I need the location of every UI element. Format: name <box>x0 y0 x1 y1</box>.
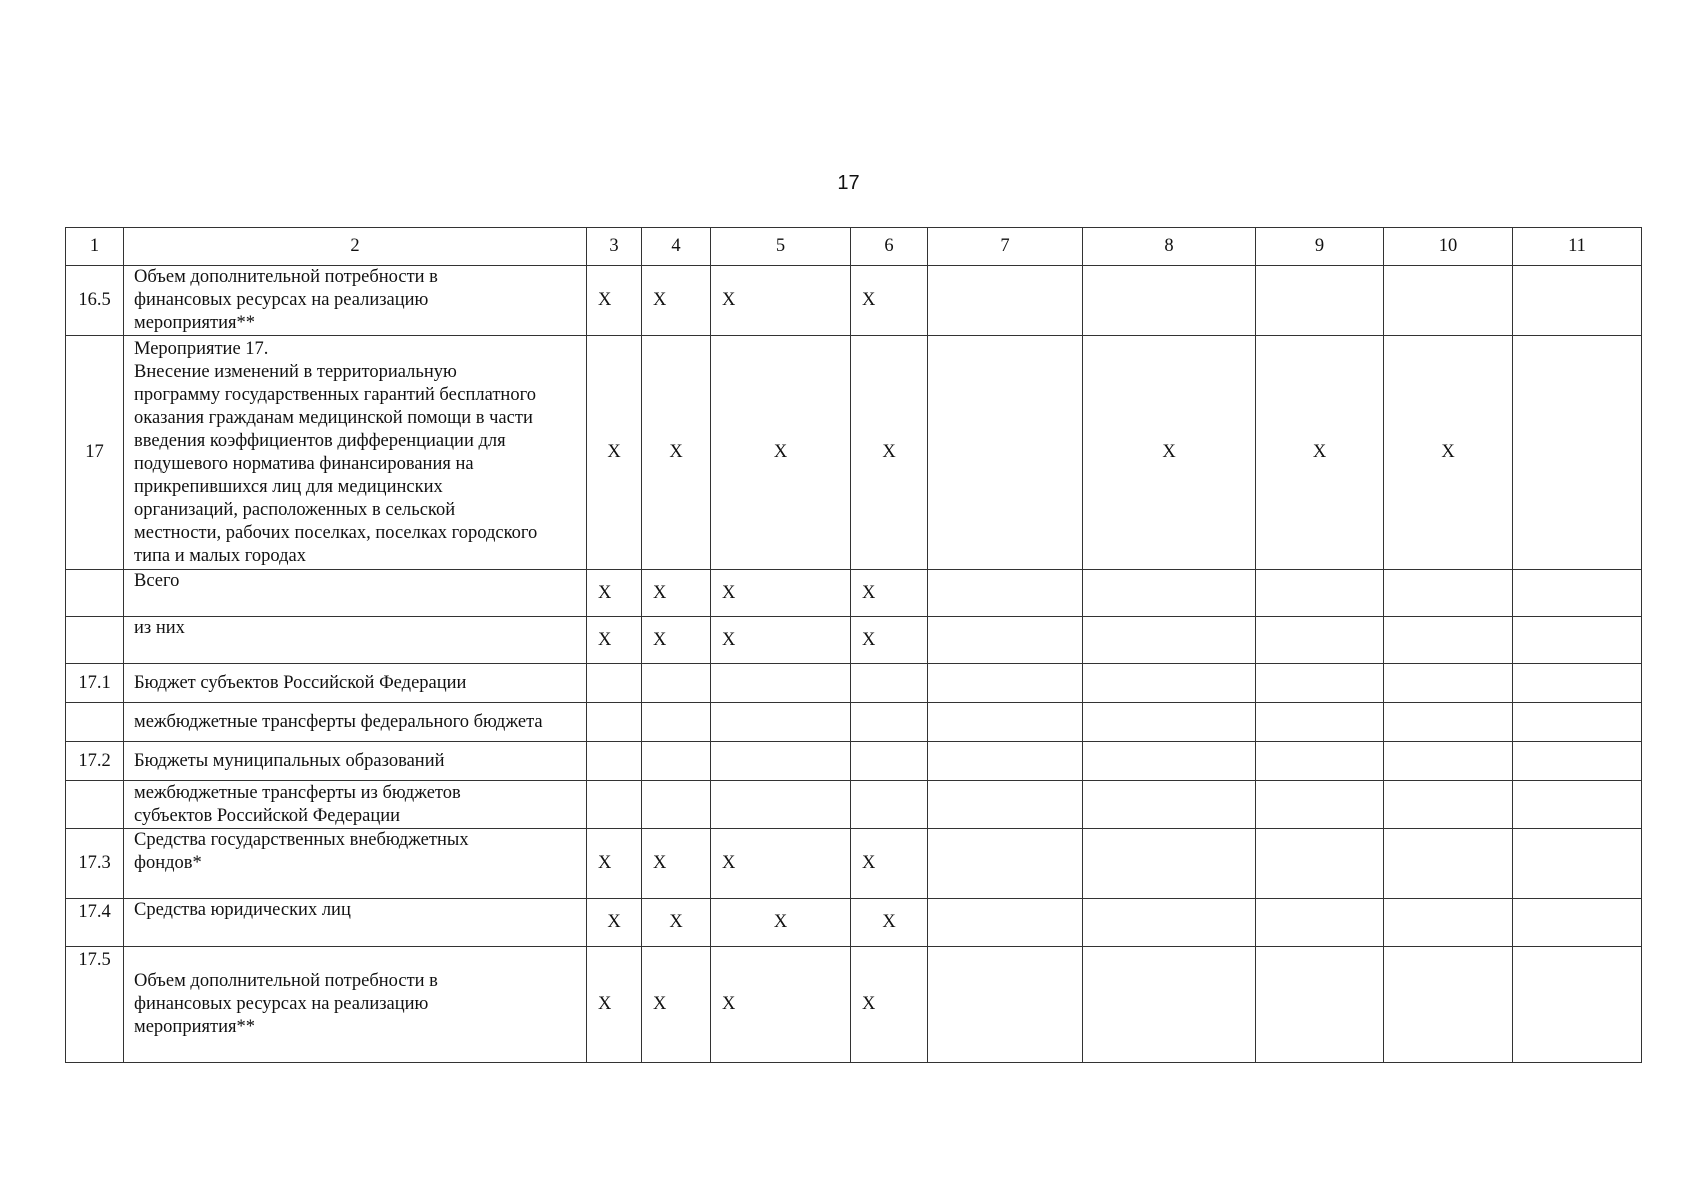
text-line: Средства юридических лиц <box>134 900 351 920</box>
mark-cell <box>928 742 1083 781</box>
row-number: 17.2 <box>66 742 124 781</box>
mark-cell <box>1513 829 1642 899</box>
mark-cell: X <box>642 947 711 1063</box>
mark-cell: X <box>711 899 851 947</box>
header-cell: 10 <box>1384 228 1513 266</box>
text-line: местности, рабочих поселках, поселках городского <box>134 522 538 543</box>
text-line: Объем дополнительной потребности в <box>134 971 438 991</box>
row-description <box>124 570 587 617</box>
table-row <box>66 336 1642 570</box>
text-line: из них <box>134 618 185 638</box>
mark-cell: X <box>642 570 711 617</box>
mark-cell <box>1513 703 1642 742</box>
text-line: Объем дополнительной потребности в <box>134 267 438 287</box>
mark-cell <box>1384 570 1513 617</box>
mark-cell <box>642 781 711 829</box>
mark-cell <box>1083 947 1256 1063</box>
row-description <box>124 266 587 336</box>
mark-cell <box>928 266 1083 336</box>
mark-cell <box>1083 266 1256 336</box>
mark-cell <box>711 742 851 781</box>
mark-cell: X <box>711 617 851 664</box>
mark-cell <box>1384 781 1513 829</box>
mark-cell <box>587 742 642 781</box>
mark-cell: X <box>642 899 711 947</box>
row-number <box>66 703 124 742</box>
mark-cell: X <box>711 266 851 336</box>
mark-cell <box>711 703 851 742</box>
mark-cell: X <box>1384 336 1513 570</box>
mark-cell <box>928 617 1083 664</box>
table-row <box>66 703 1642 742</box>
mark-cell <box>851 664 928 703</box>
mark-cell <box>1256 742 1384 781</box>
mark-cell <box>928 570 1083 617</box>
text-line: оказания гражданам медицинской помощи в части <box>134 407 533 428</box>
mark-cell: X <box>711 829 851 899</box>
header-cell: 11 <box>1513 228 1642 266</box>
mark-cell <box>1256 947 1384 1063</box>
row-description <box>124 742 587 781</box>
mark-cell <box>1384 703 1513 742</box>
plan-table <box>65 227 1642 1063</box>
header-cell: 4 <box>642 228 711 266</box>
mark-cell: X <box>851 336 928 570</box>
mark-cell <box>1256 617 1384 664</box>
header-cell: 3 <box>587 228 642 266</box>
mark-cell <box>928 947 1083 1063</box>
mark-cell: X <box>711 336 851 570</box>
text-line: Всего <box>134 571 180 591</box>
table-row <box>66 947 1642 1063</box>
mark-cell <box>1083 703 1256 742</box>
mark-cell: X <box>642 266 711 336</box>
row-description <box>124 703 587 742</box>
mark-cell: X <box>851 570 928 617</box>
header-cell: 2 <box>124 228 587 266</box>
mark-cell <box>1083 664 1256 703</box>
text-line: Внесение изменений в территориальную <box>134 361 457 382</box>
mark-cell <box>1513 266 1642 336</box>
row-number: 17 <box>66 336 124 570</box>
mark-cell: X <box>587 899 642 947</box>
text-line: субъектов Российской Федерации <box>134 805 401 826</box>
table-row <box>66 266 1642 336</box>
mark-cell: X <box>587 617 642 664</box>
mark-cell <box>642 742 711 781</box>
row-number: 17.1 <box>66 664 124 703</box>
mark-cell <box>587 781 642 829</box>
mark-cell: X <box>851 617 928 664</box>
header-cell: 5 <box>711 228 851 266</box>
mark-cell <box>1384 829 1513 899</box>
mark-cell <box>1513 947 1642 1063</box>
mark-cell <box>587 664 642 703</box>
mark-cell <box>1513 336 1642 570</box>
mark-cell <box>1256 266 1384 336</box>
mark-cell <box>928 899 1083 947</box>
mark-cell <box>1256 781 1384 829</box>
row-description <box>124 781 587 829</box>
mark-cell <box>1083 742 1256 781</box>
mark-cell: X <box>851 947 928 1063</box>
mark-cell <box>1083 899 1256 947</box>
table-row <box>66 899 1642 947</box>
row-description <box>124 617 587 664</box>
text-line: подушевого норматива финансирования на <box>134 453 474 474</box>
text-line: Мероприятие 17. <box>134 338 269 359</box>
table-row <box>66 570 1642 617</box>
mark-cell: X <box>711 570 851 617</box>
mark-cell <box>928 664 1083 703</box>
mark-cell <box>1083 617 1256 664</box>
mark-cell <box>711 664 851 703</box>
mark-cell <box>1513 570 1642 617</box>
mark-cell: X <box>642 617 711 664</box>
mark-cell: X <box>642 829 711 899</box>
mark-cell <box>1384 899 1513 947</box>
mark-cell: X <box>587 947 642 1063</box>
mark-cell <box>928 781 1083 829</box>
mark-cell: X <box>1256 336 1384 570</box>
mark-cell <box>642 703 711 742</box>
text-line: Средства государственных внебюджетных <box>134 830 469 850</box>
mark-cell: X <box>587 570 642 617</box>
mark-cell <box>928 703 1083 742</box>
text-line: межбюджетные трансферты из бюджетов <box>134 782 461 803</box>
text-line: мероприятия** <box>134 313 255 333</box>
table-row <box>66 781 1642 829</box>
mark-cell: X <box>587 266 642 336</box>
mark-cell <box>1256 664 1384 703</box>
text-line: межбюджетные трансферты федерального бюджета <box>134 711 543 732</box>
row-description <box>124 829 587 899</box>
mark-cell <box>1513 781 1642 829</box>
row-description <box>124 947 587 1063</box>
header-cell: 8 <box>1083 228 1256 266</box>
mark-cell <box>1083 570 1256 617</box>
table-row <box>66 664 1642 703</box>
row-number <box>66 570 124 617</box>
row-number <box>66 781 124 829</box>
table-header-row <box>66 228 1642 266</box>
mark-cell <box>928 336 1083 570</box>
header-cell: 9 <box>1256 228 1384 266</box>
mark-cell <box>1256 829 1384 899</box>
text-line: типа и малых городах <box>134 545 306 566</box>
text-line: фондов* <box>134 853 202 873</box>
mark-cell <box>1513 742 1642 781</box>
text-line: мероприятия** <box>134 1017 255 1037</box>
text-line: Бюджет субъектов Российской Федерации <box>134 672 467 693</box>
mark-cell <box>1384 947 1513 1063</box>
row-description <box>124 899 587 947</box>
mark-cell <box>642 664 711 703</box>
text-line: Бюджеты муниципальных образований <box>134 750 445 771</box>
text-line: программу государственных гарантий бесплатного <box>134 384 536 405</box>
mark-cell <box>1384 617 1513 664</box>
mark-cell <box>1083 829 1256 899</box>
row-number: 17.3 <box>66 829 124 899</box>
text-line: организаций, расположенных в сельской <box>134 499 456 520</box>
row-description <box>124 336 587 570</box>
mark-cell: X <box>851 266 928 336</box>
row-number: 17.5 <box>66 947 124 1063</box>
mark-cell: X <box>851 899 928 947</box>
header-cell: 1 <box>66 228 124 266</box>
mark-cell <box>851 781 928 829</box>
mark-cell: X <box>642 336 711 570</box>
header-cell: 6 <box>851 228 928 266</box>
row-number: 16.5 <box>66 266 124 336</box>
table-row <box>66 829 1642 899</box>
mark-cell: X <box>587 829 642 899</box>
text-line: введения коэффициентов дифференциации для <box>134 430 506 451</box>
text-line: финансовых ресурсах на реализацию <box>134 290 429 310</box>
mark-cell <box>587 703 642 742</box>
mark-cell <box>1256 899 1384 947</box>
mark-cell <box>851 742 928 781</box>
table-row <box>66 617 1642 664</box>
mark-cell: X <box>587 336 642 570</box>
header-cell: 7 <box>928 228 1083 266</box>
mark-cell <box>1256 703 1384 742</box>
table-row <box>66 742 1642 781</box>
mark-cell: X <box>711 947 851 1063</box>
mark-cell <box>1384 664 1513 703</box>
text-line: прикрепившихся лиц для медицинских <box>134 476 443 497</box>
text-line: финансовых ресурсах на реализацию <box>134 994 429 1014</box>
mark-cell: X <box>851 829 928 899</box>
page-number: 17 <box>837 172 860 194</box>
mark-cell <box>1513 664 1642 703</box>
mark-cell <box>1256 570 1384 617</box>
row-description <box>124 664 587 703</box>
mark-cell <box>928 829 1083 899</box>
mark-cell <box>851 703 928 742</box>
mark-cell: X <box>1083 336 1256 570</box>
mark-cell <box>1384 266 1513 336</box>
mark-cell <box>1083 781 1256 829</box>
row-number <box>66 617 124 664</box>
mark-cell <box>1513 617 1642 664</box>
mark-cell <box>1384 742 1513 781</box>
row-number: 17.4 <box>66 899 124 947</box>
mark-cell <box>711 781 851 829</box>
mark-cell <box>1513 899 1642 947</box>
